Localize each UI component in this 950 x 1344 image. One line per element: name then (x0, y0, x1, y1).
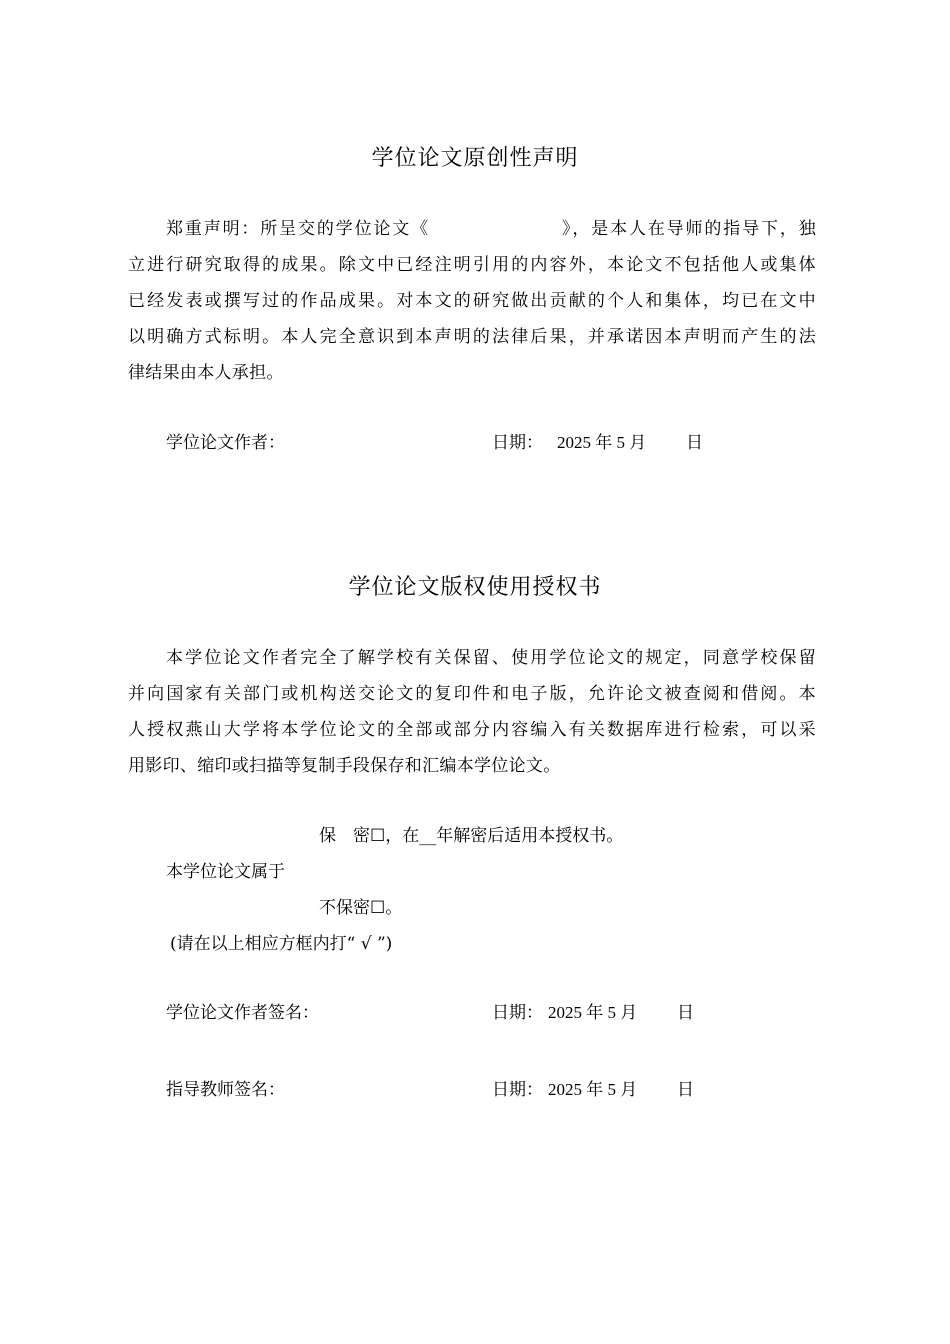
declaration-date-label: 日期： (492, 433, 543, 453)
authorization-line-1: 本学位论文作者完全了解学校有关保留、使用学位论文的规定，同意学校保留 (166, 648, 816, 668)
belongs-label: 本学位论文属于 (166, 862, 285, 882)
authorization-line-4: 用影印、缩印或扫描等复制手段保存和汇编本学位论文。 (128, 756, 561, 776)
secret-option[interactable]: 保 密☐，在__年解密后适用本授权书。 (319, 826, 624, 846)
author-signature-label: 学位论文作者签名： (166, 1003, 319, 1023)
author-signature-date-value: 2025 年 5 月 (548, 1003, 638, 1022)
author-signature-day-label: 日 (677, 1003, 694, 1023)
author-signature-date-label: 日期： (492, 1003, 543, 1023)
declaration-line-3: 已经发表或撰写过的作品成果。对本文的研究做出贡献的个人和集体，均已在文中 (128, 291, 816, 311)
declaration-line-1: 郑重声明：所呈交的学位论文《 》，是本人在导师的指导下，独 (166, 219, 816, 239)
supervisor-signature-day-label: 日 (677, 1080, 694, 1100)
declaration-title: 学位论文原创性声明 (371, 146, 579, 171)
declaration-line-2: 立进行研究取得的成果。除文中已经注明引用的内容外，本论文不包括他人或集体 (128, 255, 816, 275)
declaration-day-label: 日 (686, 433, 703, 453)
nonsecret-option[interactable]: 不保密☐。 (319, 898, 403, 918)
authorization-line-3: 人授权燕山大学将本学位论文的全部或部分内容编入有关数据库进行检索，可以采 (128, 720, 816, 740)
supervisor-signature-date-value: 2025 年 5 月 (548, 1080, 638, 1099)
declaration-line-4: 以明确方式标明。本人完全意识到本声明的法律后果，并承诺因本声明而产生的法 (128, 327, 816, 347)
declaration-author-label: 学位论文作者： (166, 433, 285, 453)
supervisor-signature-date-label: 日期： (492, 1080, 543, 1100)
authorization-line-2: 并向国家有关部门或机构送交论文的复印件和电子版，允许论文被查阅和借阅。本 (128, 684, 816, 704)
declaration-line-5: 律结果由本人承担。 (128, 363, 284, 383)
checkbox-instruction: (请在以上相应方框内打“ √ ”) (170, 934, 393, 954)
authorization-title: 学位论文版权使用授权书 (348, 575, 602, 600)
declaration-date-value: 2025 年 5 月 (557, 433, 647, 452)
supervisor-signature-label: 指导教师签名： (166, 1080, 285, 1100)
